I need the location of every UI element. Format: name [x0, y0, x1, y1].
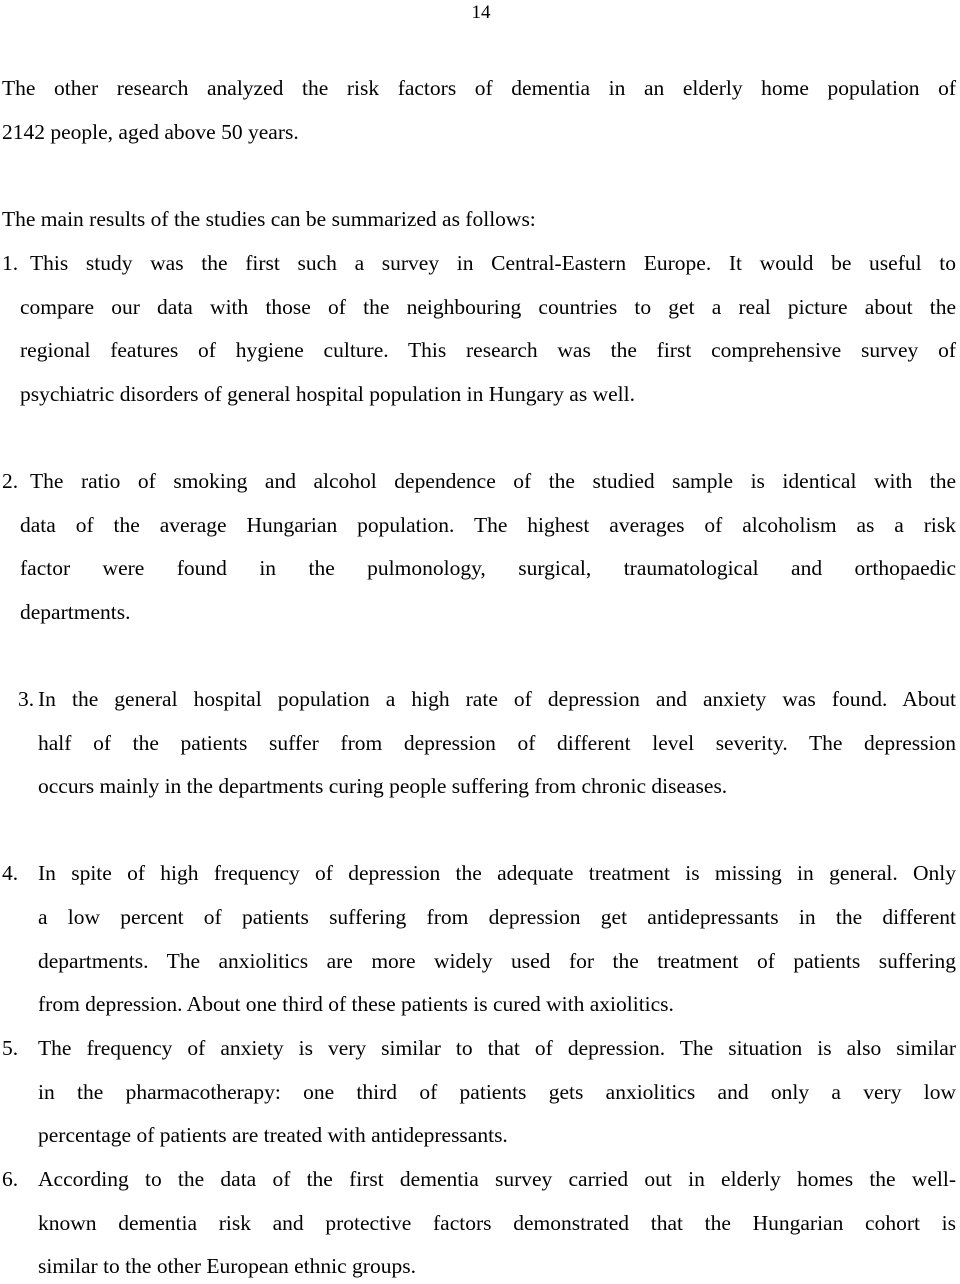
- item-line: known dementia risk and protective factors demonstrated that the Hungarian cohort is: [38, 1211, 956, 1235]
- item-line: half of the patients suffer from depression of different level severity. The depression: [38, 731, 956, 755]
- item-line: occurs mainly in the departments curing people suffering from chronic diseases.: [38, 774, 728, 798]
- item-number: 3.: [18, 687, 35, 711]
- item-number: 6.: [2, 1167, 19, 1191]
- item-line: a low percent of patients suffering from depression get antidepressants in the different: [38, 905, 956, 929]
- item-number: 2.: [2, 469, 19, 493]
- item-line: The frequency of anxiety is very similar to that of depression. The situation is also similar: [38, 1036, 956, 1060]
- item-line: According to the data of the first dementia survey carried out in elderly homes the well-: [38, 1167, 956, 1191]
- item-line: This study was the first such a survey in Central-Eastern Europe. It would be useful to: [30, 251, 956, 275]
- item-number: 1.: [2, 251, 19, 275]
- item-line: data of the average Hungarian population. The highest averages of alcoholism as a risk: [20, 513, 956, 537]
- item-number: 4.: [2, 861, 19, 885]
- item-line: departments. The anxiolitics are more widely used for the treatment of patients suffering: [38, 949, 956, 973]
- item-line: regional features of hygiene culture. This research was the first comprehensive survey of: [20, 338, 956, 362]
- page-number: 14: [471, 2, 491, 23]
- item-line: in the pharmacotherapy: one third of patients gets anxiolitics and only a very low: [38, 1080, 956, 1104]
- item-line: psychiatric disorders of general hospital population in Hungary as well.: [20, 382, 635, 406]
- item-line: factor were found in the pulmonology, surgical, traumatological and orthopaedic: [20, 556, 956, 580]
- item-line: percentage of patients are treated with antidepressants.: [38, 1123, 508, 1147]
- item-line: departments.: [20, 600, 131, 624]
- item-line: In spite of high frequency of depression the adequate treatment is missing in general. Only: [38, 861, 956, 885]
- intro-line: The other research analyzed the risk factors of dementia in an elderly home population of: [2, 76, 956, 100]
- item-line: similar to the other European ethnic groups.: [38, 1254, 416, 1278]
- summary-heading: The main results of the studies can be summarized as follows:: [2, 207, 536, 231]
- item-line: from depression. About one third of these patients is cured with axiolitics.: [38, 992, 674, 1016]
- item-line: The ratio of smoking and alcohol dependence of the studied sample is identical with the: [30, 469, 956, 493]
- item-line: compare our data with those of the neighbouring countries to get a real picture about the: [20, 295, 956, 319]
- intro-line: 2142 people, aged above 50 years.: [2, 120, 299, 144]
- item-number: 5.: [2, 1036, 19, 1060]
- item-line: In the general hospital population a high rate of depression and anxiety was found. About: [38, 687, 956, 711]
